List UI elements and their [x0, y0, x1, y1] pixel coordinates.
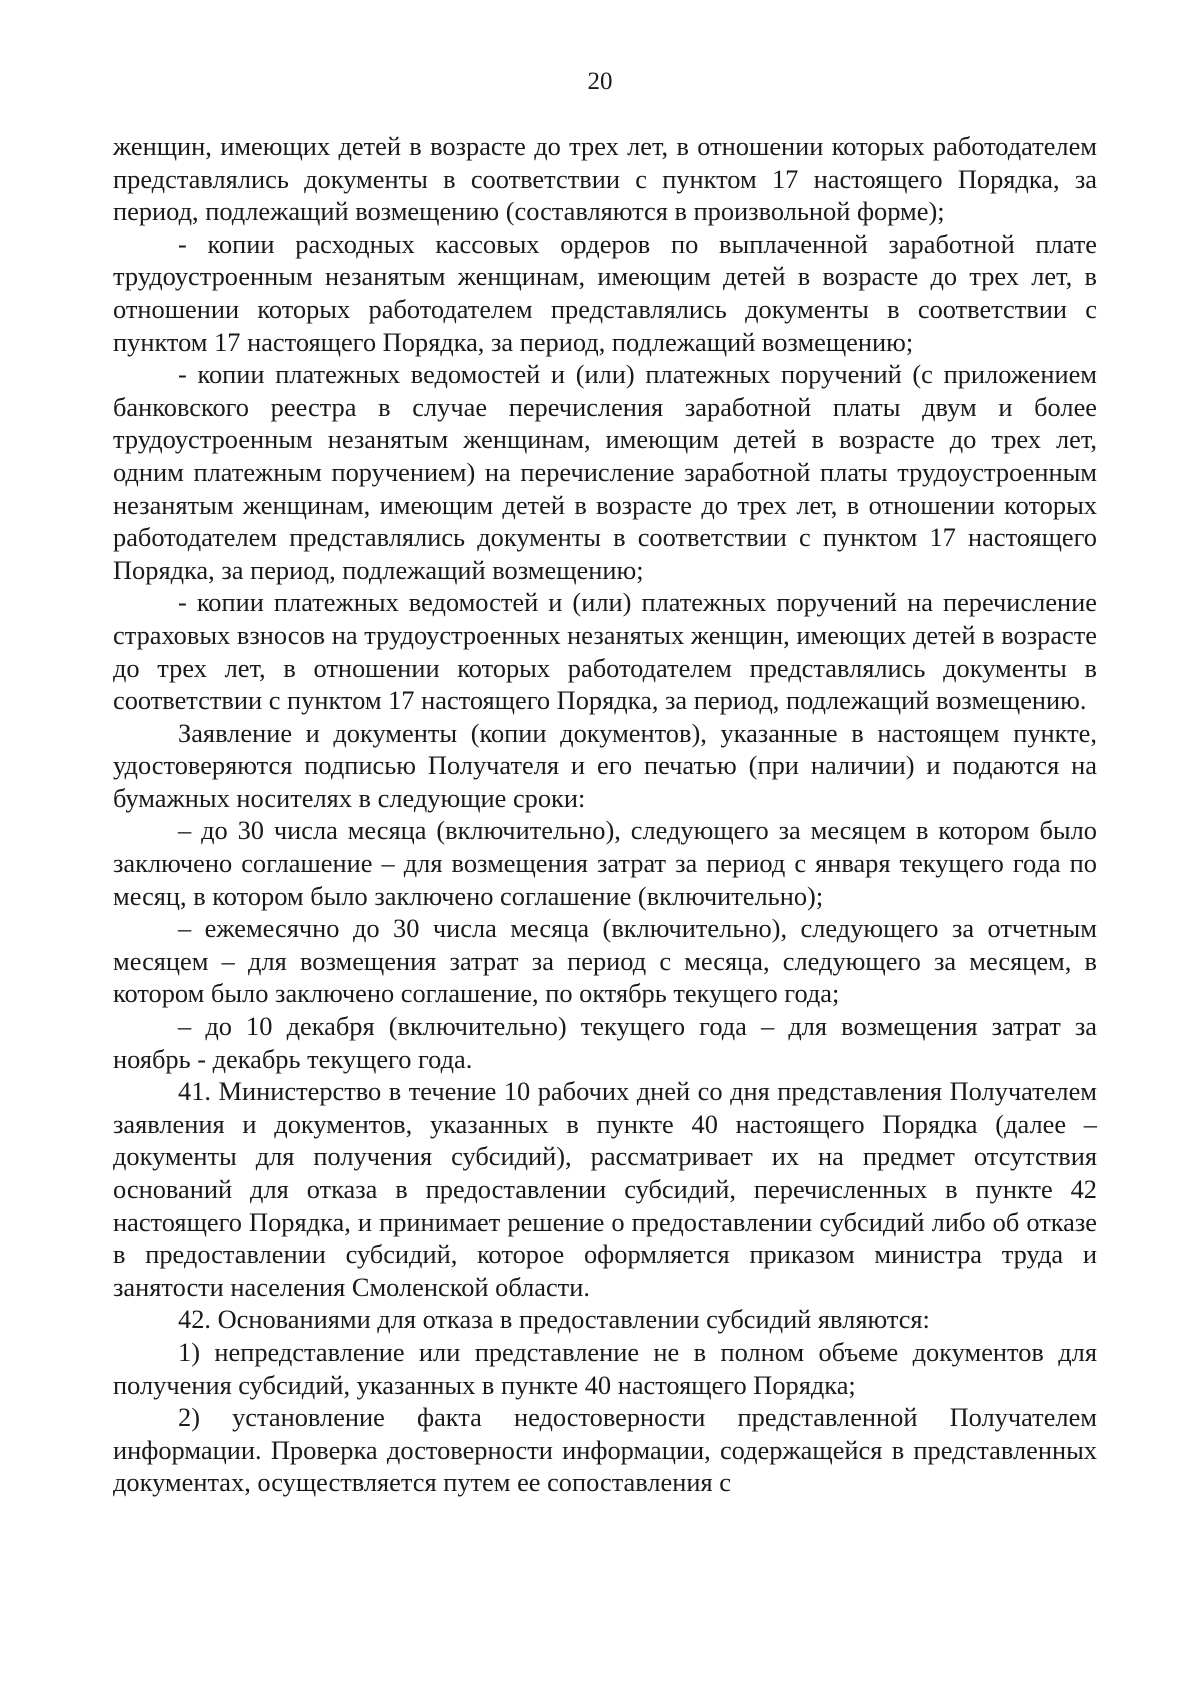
paragraph-cash-orders: - копии расходных кассовых ордеров по выплаченной заработной плате трудоустроенным незанятым женщинам, имеющим детей в возрасте до трех лет, в отношении которых работодателем представлялись документы в соответствии с пунктом 17 настоящего Порядка, за период, подлежащий возмещению; [113, 228, 1097, 357]
paragraph-certification: Заявление и документы (копии документов), указанные в настоящем пункте, удостоверяются подписью Получателя и его печатью (при наличии) и подаются на бумажных носителях в следующие сроки: [113, 717, 1097, 813]
paragraph-item-41: 41. Министерство в течение 10 рабочих дней со дня представления Получателем заявления и документов, указанных в пункте 40 настоящего Порядка (далее – документы для получения субсидий), рассматривает их на предмет отсутствия оснований для отказа в предоставлении субсидий, перечисленных в пункте 42 настоящего Порядка, и принимает решение о предоставлении субсидий либо об отказе в предоставлении субсидий, которое оформляется приказом министра труда и занятости населения Смоленской области. [113, 1076, 1097, 1302]
paragraph-payment-statements: - копии платежных ведомостей и (или) платежных поручений (с приложением банковского реестра в случае перечисления заработной платы двум и более трудоустроенным незанятым женщинам, имеющим детей в возрасте до трех лет, одним платежным поручением) на перечисление заработной платы трудоустроенным незанятым женщинам, имеющим детей в возрасте до трех лет, в отношении которых работодателем представлялись документы в соответствии с пунктом 17 настоящего Порядка, за период, подлежащий возмещению; [113, 359, 1097, 585]
paragraph-item-42: 42. Основаниями для отказа в предоставлении субсидий являются: [178, 1304, 930, 1335]
document-body [113, 130, 1097, 1499]
paragraph-deadline-3: – до 10 декабря (включительно) текущего года – для возмещения затрат за ноябрь - декабрь текущего года. [113, 1011, 1097, 1074]
paragraph-deadline-1: – до 30 числа месяца (включительно), следующего за месяцем в котором было заключено соглашение – для возмещения затрат за период с января текущего года по месяц, в котором было заключено соглашение (включительно); [113, 815, 1097, 911]
paragraph-item-42-2: 2) установление факта недостоверности представленной Получателем информации. Проверка достоверности информации, содержащейся в представленных документах, осуществляется путем ее сопоставления с [113, 1402, 1097, 1498]
paragraph-insurance-payments: - копии платежных ведомостей и (или) платежных поручений на перечисление страховых взносов на трудоустроенных незанятых женщин, имеющих детей в возрасте до трех лет, в отношении которых работодателем представлялись документы в соответствии с пунктом 17 настоящего Порядка, за период, подлежащий возмещению. [113, 587, 1097, 716]
paragraph-deadline-2: – ежемесячно до 30 числа месяца (включительно), следующего за отчетным месяцем – для возмещения затрат за период с месяца, следующего за месяцем, в котором было заключено соглашение, по октябрь текущего года; [113, 913, 1097, 1009]
paragraph-continuation: женщин, имеющих детей в возрасте до трех лет, в отношении которых работодателем представлялись документы в соответствии с пунктом 17 настоящего Порядка, за период, подлежащий возмещению (составляются в произвольной форме); [113, 131, 1097, 227]
page-number: 20 [587, 68, 613, 95]
paragraph-item-42-1: 1) непредставление или представление не в полном объеме документов для получения субсидий, указанных в пункте 40 настоящего Порядка; [113, 1336, 1097, 1400]
